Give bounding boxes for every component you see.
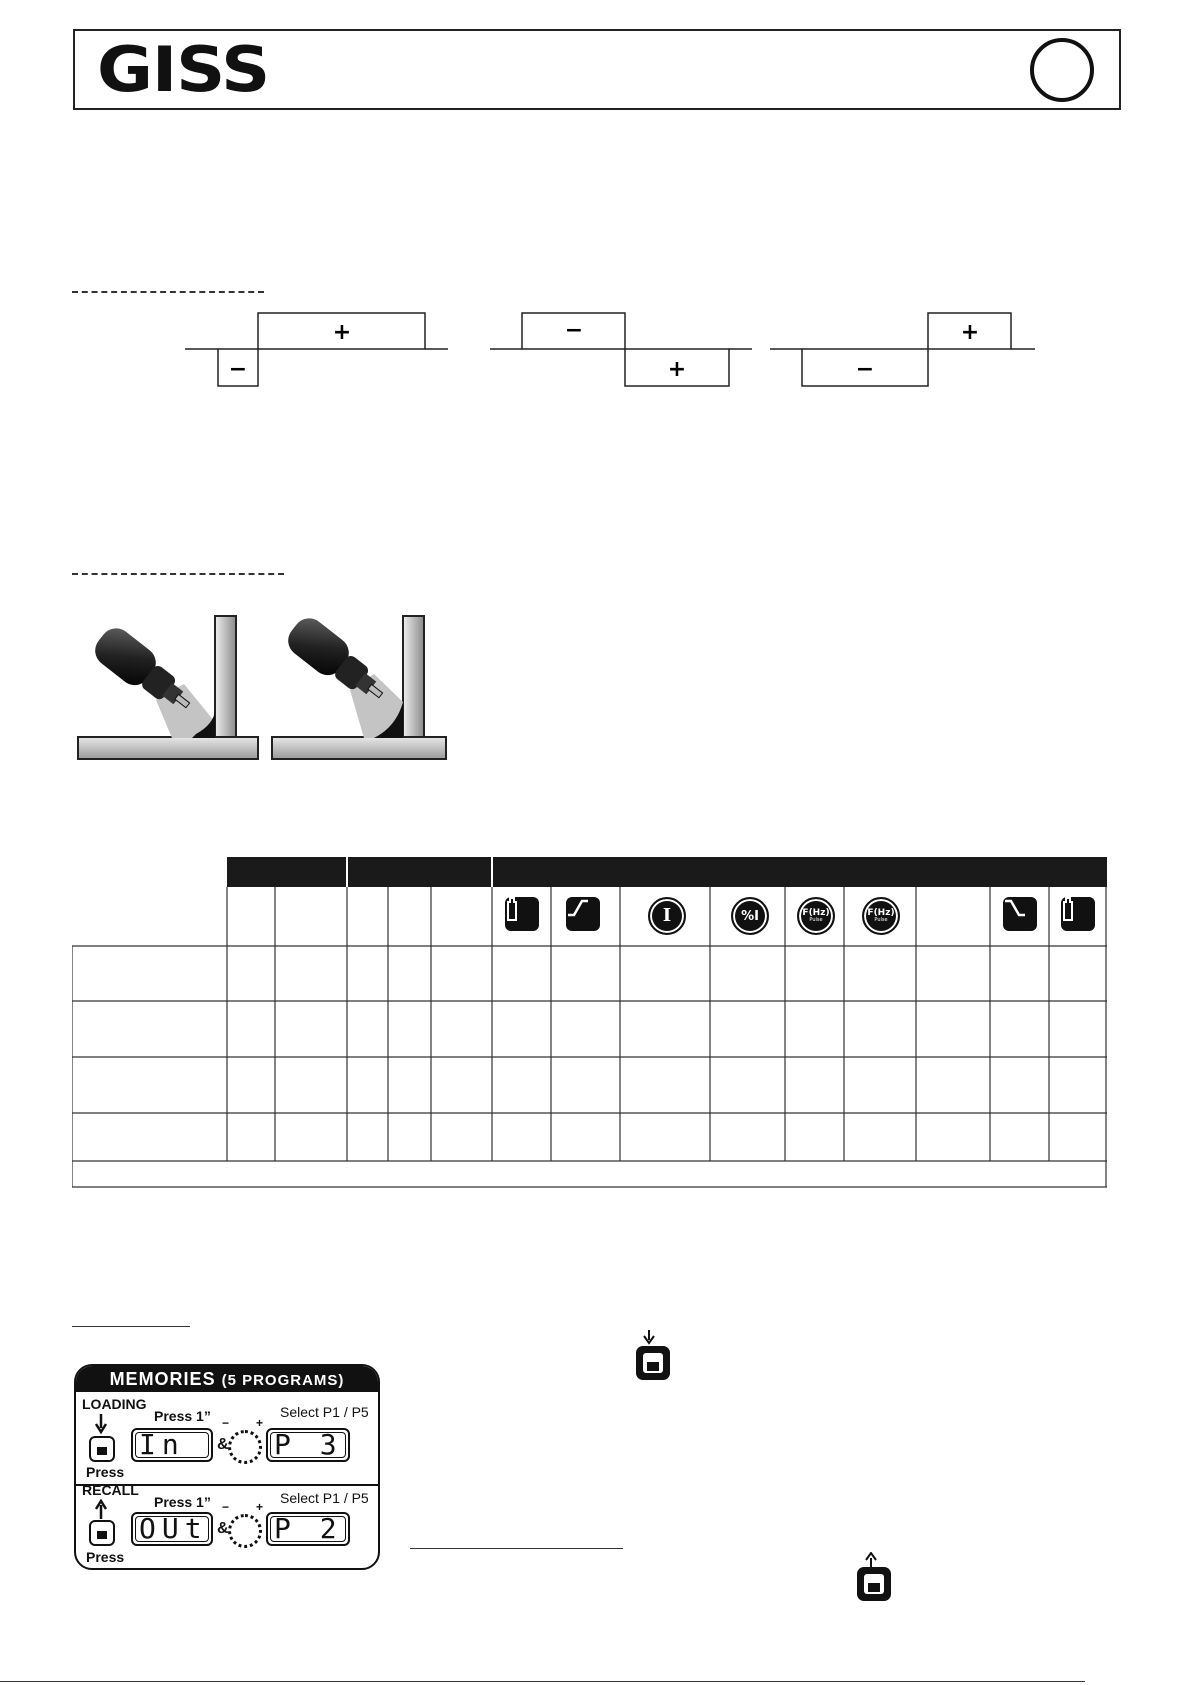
ampersand: & [217, 1520, 229, 1537]
percent-current-icon: %I [731, 897, 769, 935]
encoder-knob-icon [228, 1430, 262, 1464]
pulse-frequency-icon: F(Hz) Pulse [862, 897, 900, 935]
slope-down-icon [1003, 897, 1037, 931]
memory-save-icon [636, 1346, 670, 1380]
knob-plus: + [256, 1500, 264, 1514]
press-duration-label: Press 1” [154, 1408, 211, 1424]
language-badge [1030, 38, 1094, 102]
loading-label: LOADING [82, 1396, 147, 1412]
knob-minus: − [222, 1416, 230, 1430]
arrow-up-icon [94, 1499, 108, 1519]
negative-symbol: − [228, 357, 248, 382]
page-header [73, 29, 1121, 110]
weld-bead-illustrations [74, 612, 450, 764]
select-program-label: Select P1 / P5 [280, 1490, 369, 1506]
slope-up-icon [566, 897, 600, 931]
positive-symbol: + [960, 320, 980, 345]
parameter-table [72, 857, 1107, 1189]
polarity-waveforms [180, 306, 1050, 390]
display-left: OUt [131, 1512, 213, 1546]
gas-bottle-icon [1061, 897, 1095, 931]
display-right: P 3 [266, 1428, 350, 1462]
display-right: P 2 [266, 1512, 350, 1546]
footer-rule [0, 1681, 1085, 1682]
press-label: Press [86, 1549, 125, 1565]
section-divider [72, 291, 264, 293]
current-icon: I [648, 897, 686, 935]
ampersand: & [217, 1436, 229, 1453]
torch-illustration-right [272, 612, 446, 759]
knob-minus: − [222, 1500, 230, 1514]
negative-symbol: − [564, 318, 584, 343]
section-underline [72, 1326, 190, 1327]
positive-symbol: + [332, 320, 352, 345]
press-label: Press [86, 1464, 125, 1480]
negative-symbol: − [855, 357, 875, 382]
select-program-label: Select P1 / P5 [280, 1404, 369, 1420]
display-left: In [131, 1428, 213, 1462]
pulse-frequency-icon: F(Hz) Pulse [797, 897, 835, 935]
torch-illustration-left [78, 616, 258, 759]
arrow-down-icon [94, 1414, 108, 1434]
section-underline [410, 1548, 623, 1549]
positive-symbol: + [667, 357, 687, 382]
press-duration-label: Press 1” [154, 1494, 211, 1510]
encoder-knob-icon [228, 1514, 262, 1548]
memories-title: MEMORIES (5 PROGRAMS) [76, 1366, 378, 1392]
recall-button-icon [89, 1520, 115, 1546]
knob-plus: + [256, 1416, 264, 1430]
recall-label: RECALL [82, 1482, 139, 1498]
brand-logo: GISS [97, 33, 270, 106]
arrow-down-icon [642, 1330, 656, 1346]
save-button-icon [89, 1436, 115, 1462]
arrow-up-icon [864, 1552, 878, 1568]
section-divider [72, 573, 284, 575]
memories-panel [74, 1364, 380, 1570]
memory-recall-icon [857, 1567, 891, 1601]
gas-bottle-icon [505, 897, 539, 931]
